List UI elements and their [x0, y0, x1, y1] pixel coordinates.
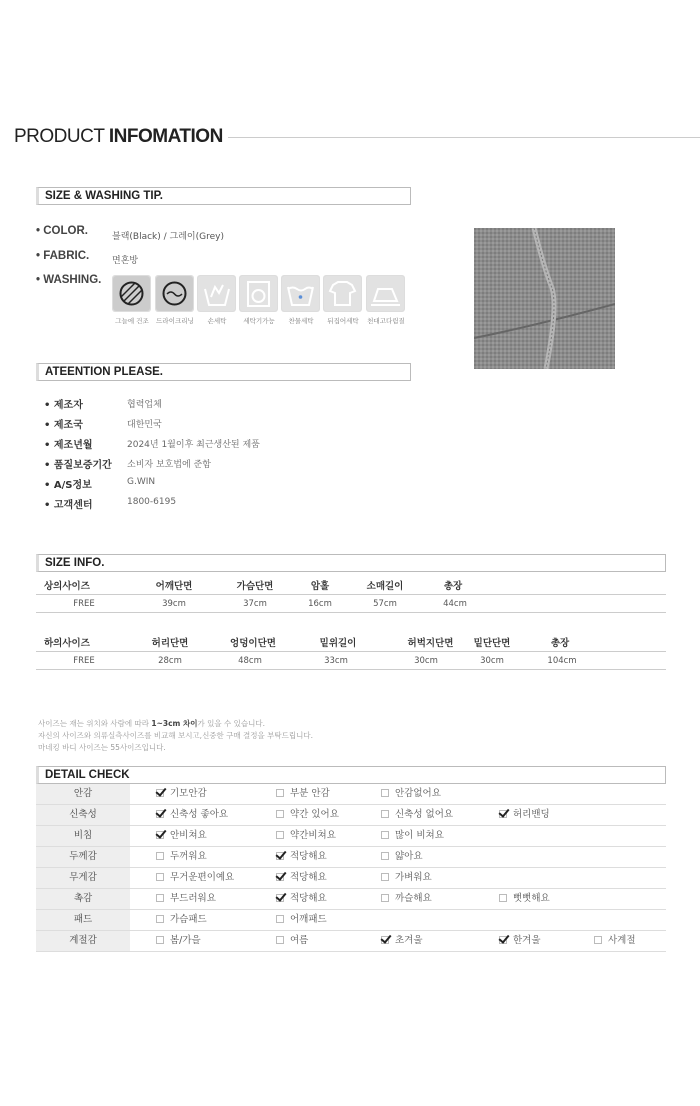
detail-option [156, 847, 207, 867]
size-note-2: 자신의 사이즈와 의류실측사이즈를 비교해 보시고,신중한 구매 결정을 부탁드립니다. [38, 731, 314, 740]
attention-label: • A/S정보 [44, 480, 92, 491]
detail-option [276, 847, 327, 867]
unchecked-checkbox-icon [156, 915, 164, 923]
unchecked-checkbox-icon [156, 852, 164, 860]
top-size-cell: FREE [73, 599, 95, 609]
detail-row-label: 무게감 [36, 868, 130, 888]
attention-label: • 제조자 [44, 400, 83, 411]
detail-option [381, 847, 423, 867]
table-divider [36, 669, 666, 670]
detail-option-label: 한겨울 [513, 935, 541, 946]
attention-value: 대한민국 [127, 420, 162, 430]
top-size-cell: 44cm [443, 599, 467, 609]
detail-option [276, 931, 308, 951]
top-size-header: 어깨단면 [155, 581, 193, 592]
detail-option-label: 여름 [290, 935, 309, 946]
unchecked-checkbox-icon [381, 810, 389, 818]
wash-caption: 뒤집어세탁 [327, 317, 359, 325]
bottom-size-cell: 30cm [414, 656, 438, 666]
bottom-size-header: 총장 [550, 638, 570, 649]
unchecked-checkbox-icon [381, 873, 389, 881]
checked-checkbox-icon [276, 894, 284, 902]
unchecked-checkbox-icon [381, 894, 389, 902]
iron-cloth-icon [366, 275, 405, 312]
unchecked-checkbox-icon [381, 852, 389, 860]
detail-option-label: 안비쳐요 [170, 830, 207, 841]
top-size-cell: 37cm [243, 599, 267, 609]
detail-option-label: 가벼워요 [395, 872, 432, 883]
detail-row [36, 847, 666, 868]
unchecked-checkbox-icon [276, 810, 284, 818]
washing-label: • WASHING. [36, 274, 102, 286]
detail-option [381, 784, 441, 804]
detail-option-label: 가슴패드 [170, 914, 207, 925]
detail-option [276, 910, 327, 930]
fabric-value: 면혼방 [112, 256, 139, 266]
checked-checkbox-icon [381, 936, 389, 944]
detail-option [276, 889, 327, 909]
title-thin: PRODUCT [14, 126, 105, 147]
unchecked-checkbox-icon [499, 894, 507, 902]
detail-option [156, 889, 216, 909]
bottom-size-cell: FREE [73, 656, 95, 666]
wash-caption: 드라이크리닝 [156, 317, 194, 325]
machine-wash-icon [239, 275, 278, 312]
detail-option [499, 805, 550, 825]
cold-wash-icon [281, 275, 320, 312]
bottom-size-header: 허벅지단면 [407, 638, 454, 649]
detail-option-label: 적당해요 [290, 851, 327, 862]
bottom-size-cell: 48cm [238, 656, 262, 666]
bottom-size-header: 하의사이즈 [44, 638, 90, 649]
unchecked-checkbox-icon [276, 831, 284, 839]
detail-option-label: 부드러워요 [170, 893, 216, 904]
unchecked-checkbox-icon [156, 894, 164, 902]
color-label: • COLOR. [36, 225, 88, 237]
detail-option [381, 931, 423, 951]
wash-caption: 세탁기가능 [243, 317, 275, 325]
detail-option [156, 805, 228, 825]
checked-checkbox-icon [276, 852, 284, 860]
attention-header: ATEENTION PLEASE. [36, 363, 411, 381]
size-note-3: 마네킹 바디 사이즈는 55사이즈입니다. [38, 743, 166, 752]
bottom-size-cell: 33cm [324, 656, 348, 666]
title-bold: INFOMATION [108, 126, 223, 147]
detail-row [36, 910, 666, 931]
unchecked-checkbox-icon [276, 936, 284, 944]
unchecked-checkbox-icon [594, 936, 602, 944]
bottom-size-header: 밑위길이 [319, 638, 357, 649]
top-size-header: 가슴단면 [236, 581, 274, 592]
attention-value: G.WIN [127, 477, 156, 487]
detail-option-label: 허리밴딩 [513, 809, 550, 820]
unchecked-checkbox-icon [381, 831, 389, 839]
unchecked-checkbox-icon [156, 873, 164, 881]
color-value: 블랙(Black) / 그레이(Grey) [112, 232, 224, 242]
wash-caption: 찬물세탁 [288, 317, 314, 325]
unchecked-checkbox-icon [381, 789, 389, 797]
detail-option-label: 봄/가을 [170, 935, 201, 946]
detail-row-label: 신축성 [36, 805, 130, 825]
detail-option [594, 931, 636, 951]
detail-option [156, 784, 207, 804]
detail-option-label: 적당해요 [290, 893, 327, 904]
detail-option [276, 868, 327, 888]
page-title [14, 126, 223, 148]
detail-row-label: 계절감 [36, 931, 130, 951]
detail-option-label: 무거운편이예요 [170, 872, 235, 883]
detail-option [156, 910, 207, 930]
detail-row [36, 868, 666, 889]
detail-option-label: 뻣뻣해요 [513, 893, 550, 904]
unchecked-checkbox-icon [156, 936, 164, 944]
checked-checkbox-icon [156, 810, 164, 818]
detail-row [36, 889, 666, 910]
size-washing-header: SIZE & WASHING TIP. [36, 187, 411, 205]
fabric-photo [474, 228, 615, 369]
checked-checkbox-icon [499, 936, 507, 944]
attention-label: • 제조년월 [44, 440, 93, 451]
detail-option [381, 868, 432, 888]
wash-caption: 그늘에 건조 [115, 317, 149, 325]
top-size-header: 총장 [443, 581, 463, 592]
checked-checkbox-icon [499, 810, 507, 818]
dry-clean-icon [155, 275, 194, 312]
detail-option-label: 어깨패드 [290, 914, 327, 925]
attention-label: • 고객센터 [44, 500, 93, 511]
bottom-size-header: 엉덩이단면 [230, 638, 276, 649]
detail-option [156, 868, 234, 888]
size-info-header: SIZE INFO. [36, 554, 666, 572]
bottom-size-header: 밑단단면 [473, 638, 511, 649]
bottom-size-header: 허리단면 [151, 638, 189, 649]
top-size-cell: 57cm [373, 599, 397, 609]
attention-value: 소비자 보호법에 준함 [127, 460, 211, 470]
detail-check-header: DETAIL CHECK [36, 766, 666, 784]
bottom-size-cell: 28cm [158, 656, 182, 666]
top-size-header: 상의사이즈 [44, 581, 90, 592]
inside-out-wash-icon [323, 275, 362, 312]
checked-checkbox-icon [276, 873, 284, 881]
dry-in-shade-icon [112, 275, 151, 312]
detail-row-label: 안감 [36, 784, 130, 804]
detail-row-label: 촉감 [36, 889, 130, 909]
detail-option [499, 889, 550, 909]
attention-label: • 품질보증기간 [44, 460, 112, 471]
detail-option-label: 사계절 [608, 935, 636, 946]
checked-checkbox-icon [156, 789, 164, 797]
detail-option [156, 826, 207, 846]
wash-caption: 천대고다림질 [367, 317, 405, 325]
detail-option [276, 826, 336, 846]
detail-row-label: 패드 [36, 910, 130, 930]
unchecked-checkbox-icon [276, 915, 284, 923]
checked-checkbox-icon [156, 831, 164, 839]
hand-wash-icon [197, 275, 236, 312]
table-divider [36, 612, 666, 613]
detail-option-label: 약간비쳐요 [290, 830, 336, 841]
detail-option-label: 안감없어요 [395, 788, 441, 799]
fabric-label: • FABRIC. [36, 250, 90, 262]
detail-option-label: 적당해요 [290, 872, 327, 883]
bottom-size-cell: 30cm [480, 656, 504, 666]
title-divider [228, 137, 700, 138]
detail-option [499, 931, 541, 951]
detail-option [276, 805, 339, 825]
detail-option-label: 약간 있어요 [290, 809, 339, 820]
detail-option-label: 두꺼워요 [170, 851, 207, 862]
attention-label: • 제조국 [44, 420, 83, 431]
detail-row [36, 826, 666, 847]
bottom-size-cell: 104cm [547, 656, 577, 666]
table-divider [36, 594, 666, 595]
top-size-header: 소매길이 [366, 581, 404, 592]
detail-option-label: 얇아요 [395, 851, 423, 862]
detail-row [36, 805, 666, 826]
attention-value: 2024년 1월이후 최근생산된 제품 [127, 440, 260, 450]
detail-row [36, 931, 666, 952]
top-size-cell: 16cm [308, 599, 332, 609]
table-divider [36, 651, 666, 652]
detail-option-label: 기모안감 [170, 788, 207, 799]
detail-option-label: 초겨울 [395, 935, 423, 946]
detail-row-label: 비침 [36, 826, 130, 846]
detail-option-label: 신축성 좋아요 [170, 809, 229, 820]
attention-value: 협력업체 [127, 400, 162, 410]
detail-option-label: 많이 비쳐요 [395, 830, 444, 841]
detail-option [381, 805, 453, 825]
detail-option [156, 931, 201, 951]
top-size-cell: 39cm [162, 599, 186, 609]
unchecked-checkbox-icon [276, 789, 284, 797]
wash-caption: 손세탁 [207, 317, 227, 325]
attention-value: 1800-6195 [127, 497, 177, 507]
detail-option [381, 889, 432, 909]
detail-option [381, 826, 444, 846]
detail-option-label: 신축성 없어요 [395, 809, 454, 820]
top-size-header: 암홀 [310, 581, 330, 592]
size-note-1: 사이즈는 재는 위치와 사람에 따라 1~3cm 차이가 있을 수 있습니다. [38, 719, 265, 728]
detail-option [276, 784, 330, 804]
detail-option-label: 부분 안감 [290, 788, 330, 799]
detail-row [36, 784, 666, 805]
detail-option-label: 까슬해요 [395, 893, 432, 904]
detail-row-label: 두께감 [36, 847, 130, 867]
